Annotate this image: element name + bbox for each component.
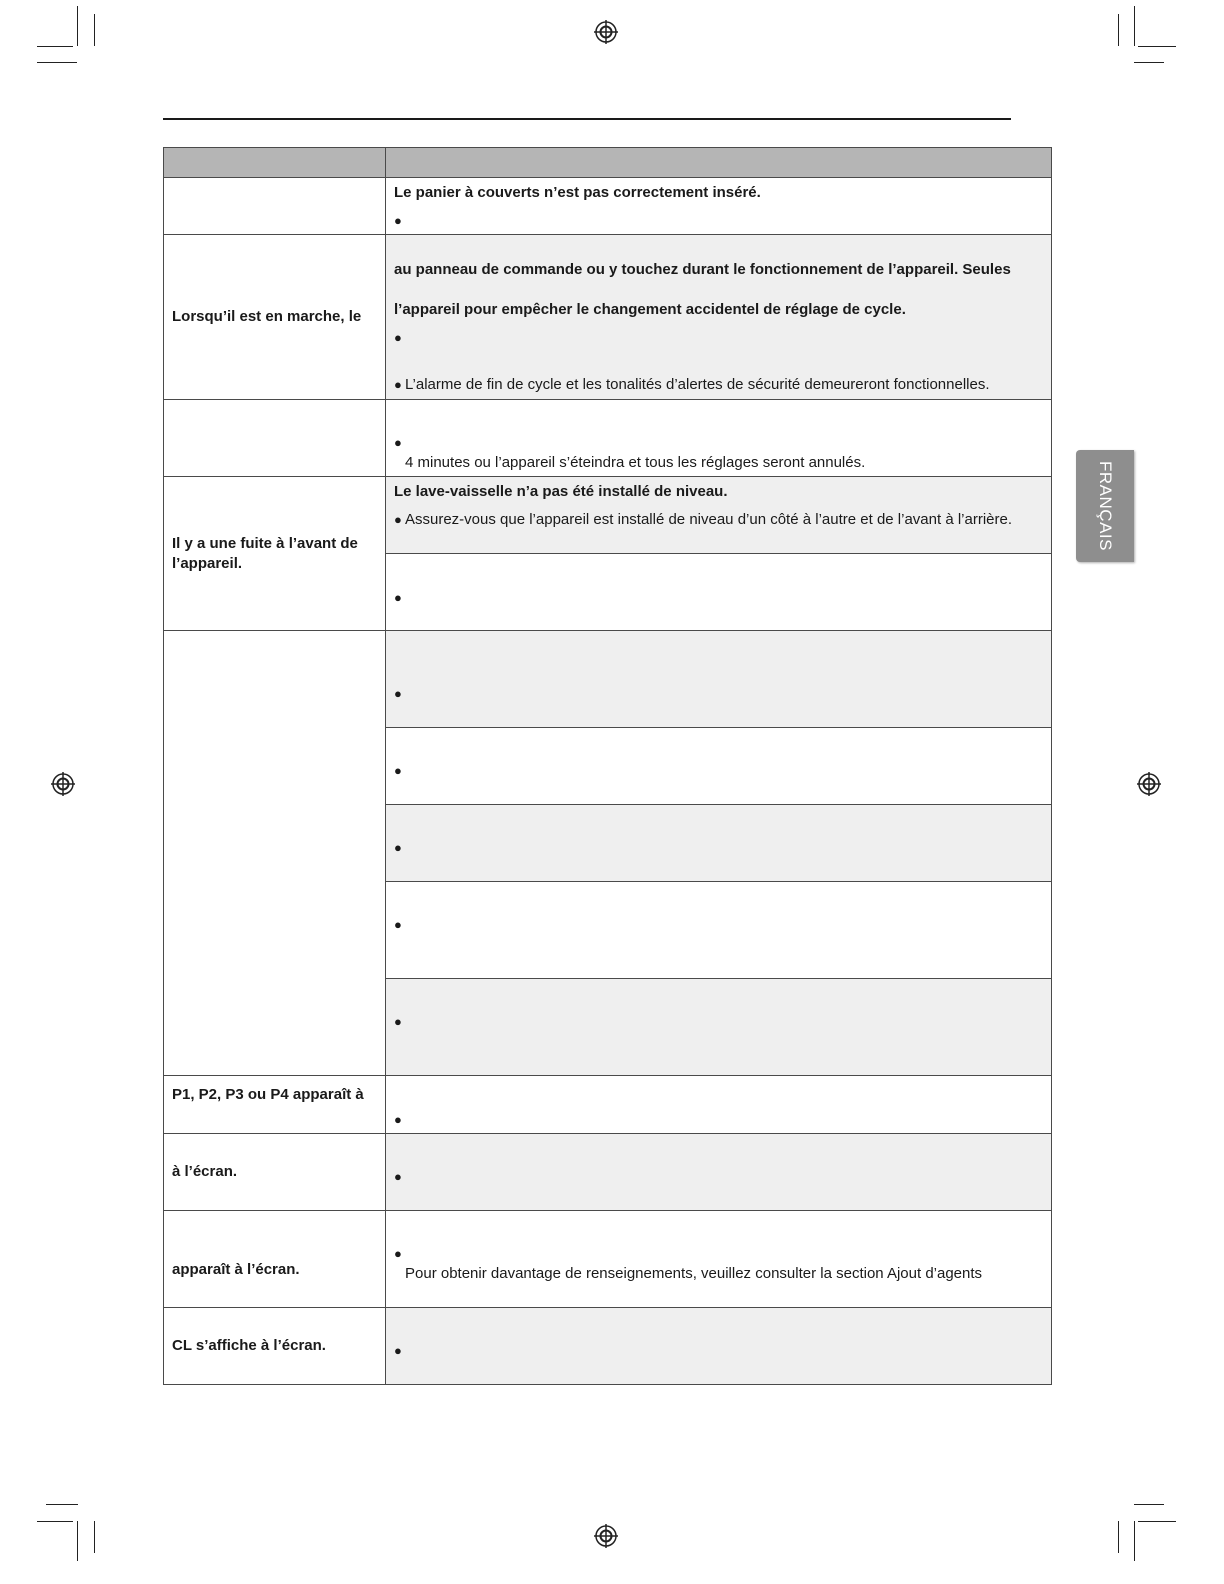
bullet-line xyxy=(394,1341,1043,1361)
troubleshooting-table xyxy=(163,147,1052,1385)
problem-cell xyxy=(164,178,386,235)
registration-mark-icon xyxy=(1137,772,1161,796)
bullet-line xyxy=(394,915,1043,935)
cause-cell xyxy=(386,554,1052,631)
problem-cell xyxy=(164,1134,386,1211)
bullet-icon: ● xyxy=(394,917,402,932)
problem-cell xyxy=(164,400,386,477)
cause-cell xyxy=(386,882,1052,979)
problem-text: Il y a une fuite à l’avant de l’appareil. xyxy=(172,534,358,572)
crop-mark xyxy=(46,1504,78,1505)
table-row xyxy=(164,1076,1052,1134)
table-row xyxy=(164,235,1052,400)
bullet-icon: ● xyxy=(394,590,402,605)
cause-cell xyxy=(386,728,1052,805)
table-row xyxy=(164,1134,1052,1211)
crop-mark xyxy=(1134,1504,1164,1505)
registration-mark-icon xyxy=(594,20,618,44)
header-cell-problem xyxy=(164,148,386,178)
cause-cell xyxy=(386,1308,1052,1385)
bullet-line xyxy=(394,684,1043,704)
cause-title: Le panier à couverts n’est pas correctement inséré. xyxy=(394,184,761,201)
bullet-icon: ● xyxy=(394,512,402,527)
cause-cell xyxy=(386,178,1052,235)
problem-cell xyxy=(164,1076,386,1134)
bullet-line xyxy=(394,1012,1043,1032)
problem-cell xyxy=(164,631,386,1076)
problem-text: apparaît à l’écran. xyxy=(172,1261,300,1278)
bullet-icon: ● xyxy=(394,840,402,855)
bullet-line xyxy=(394,1110,1043,1130)
crop-mark xyxy=(1134,62,1164,63)
bullet-icon: ● xyxy=(394,213,402,228)
bullet-icon: ● xyxy=(394,1343,402,1358)
header-rule xyxy=(163,118,1011,120)
registration-mark-icon xyxy=(51,772,75,796)
language-tab-label: FRANÇAIS xyxy=(1096,461,1115,551)
registration-mark-icon xyxy=(594,1524,618,1548)
bullet-line xyxy=(394,838,1043,858)
cause-cell xyxy=(386,979,1052,1076)
cause-title: l’appareil pour empêcher le changement accidentel de réglage de cycle. xyxy=(394,301,906,318)
bullet-line xyxy=(394,433,1043,453)
bullet-line xyxy=(394,375,1043,395)
problem-text: CL s’affiche à l’écran. xyxy=(172,1337,326,1354)
problem-cell xyxy=(164,1308,386,1385)
table-row xyxy=(164,178,1052,235)
crop-mark xyxy=(1134,6,1135,46)
table-row xyxy=(164,1308,1052,1385)
cause-cell xyxy=(386,1076,1052,1134)
crop-mark xyxy=(1138,1521,1176,1522)
table-row xyxy=(164,400,1052,477)
bullet-line xyxy=(394,761,1043,781)
bullet-line xyxy=(394,1167,1043,1187)
bullet-icon: ● xyxy=(394,377,402,392)
crop-mark xyxy=(1134,1521,1135,1561)
bullet-icon: ● xyxy=(394,1112,402,1127)
bullet-line xyxy=(394,328,1043,348)
crop-mark xyxy=(37,1521,73,1522)
cause-title: Le lave-vaisselle n’a pas été installé de niveau. xyxy=(394,483,728,500)
cause-cell xyxy=(386,805,1052,882)
cause-cell xyxy=(386,1134,1052,1211)
cause-cell xyxy=(386,631,1052,728)
crop-mark xyxy=(1138,46,1176,47)
table-row xyxy=(164,631,1052,728)
continuation-text: Pour obtenir davantage de renseignements, veuillez consulter la section Ajout d’agents xyxy=(405,1265,983,1282)
crop-mark xyxy=(37,62,77,63)
bullet-icon: ● xyxy=(394,330,402,345)
bullet-text: Assurez-vous que l’appareil est installé de niveau d’un côté à l’autre et de l’avant à l’arrière. xyxy=(405,511,1013,528)
bullet-line xyxy=(394,211,1043,231)
bullet-line xyxy=(394,510,1043,530)
continuation-text: 4 minutes ou l’appareil s’éteindra et tous les réglages seront annulés. xyxy=(405,454,866,471)
note-text: L’alarme de fin de cycle et les tonalités d’alertes de sécurité demeureront fonctionnelles. xyxy=(405,376,990,393)
bullet-icon: ● xyxy=(394,1169,402,1184)
bullet-icon: ● xyxy=(394,1246,402,1261)
crop-mark xyxy=(94,1521,95,1553)
bullet-icon: ● xyxy=(394,763,402,778)
bullet-icon: ● xyxy=(394,686,402,701)
bullet-icon: ● xyxy=(394,435,402,450)
crop-mark xyxy=(1118,1521,1119,1553)
problem-text: P1, P2, P3 ou P4 apparaît à xyxy=(172,1086,364,1103)
bullet-line xyxy=(394,588,1043,608)
problem-cell xyxy=(164,477,386,631)
problem-cell xyxy=(164,1211,386,1308)
problem-text: à l’écran. xyxy=(172,1163,238,1180)
cause-cell xyxy=(386,477,1052,554)
crop-mark xyxy=(77,6,78,46)
cause-title: au panneau de commande ou y touchez durant le fonctionnement de l’appareil. Seules xyxy=(394,261,1011,278)
table-header-row xyxy=(164,148,1052,178)
cause-cell xyxy=(386,235,1052,400)
bullet-icon: ● xyxy=(394,1014,402,1029)
crop-mark xyxy=(37,46,73,47)
cause-cell xyxy=(386,400,1052,477)
table-row xyxy=(164,1211,1052,1308)
crop-mark xyxy=(77,1521,78,1561)
problem-text: Lorsqu’il est en marche, le xyxy=(172,308,362,325)
crop-mark xyxy=(94,14,95,46)
table-row xyxy=(164,477,1052,554)
bullet-line xyxy=(394,1244,1043,1264)
language-tab xyxy=(1076,450,1134,562)
header-cell-cause xyxy=(386,148,1052,178)
cause-cell xyxy=(386,1211,1052,1308)
crop-mark xyxy=(1118,14,1119,46)
problem-cell xyxy=(164,235,386,400)
